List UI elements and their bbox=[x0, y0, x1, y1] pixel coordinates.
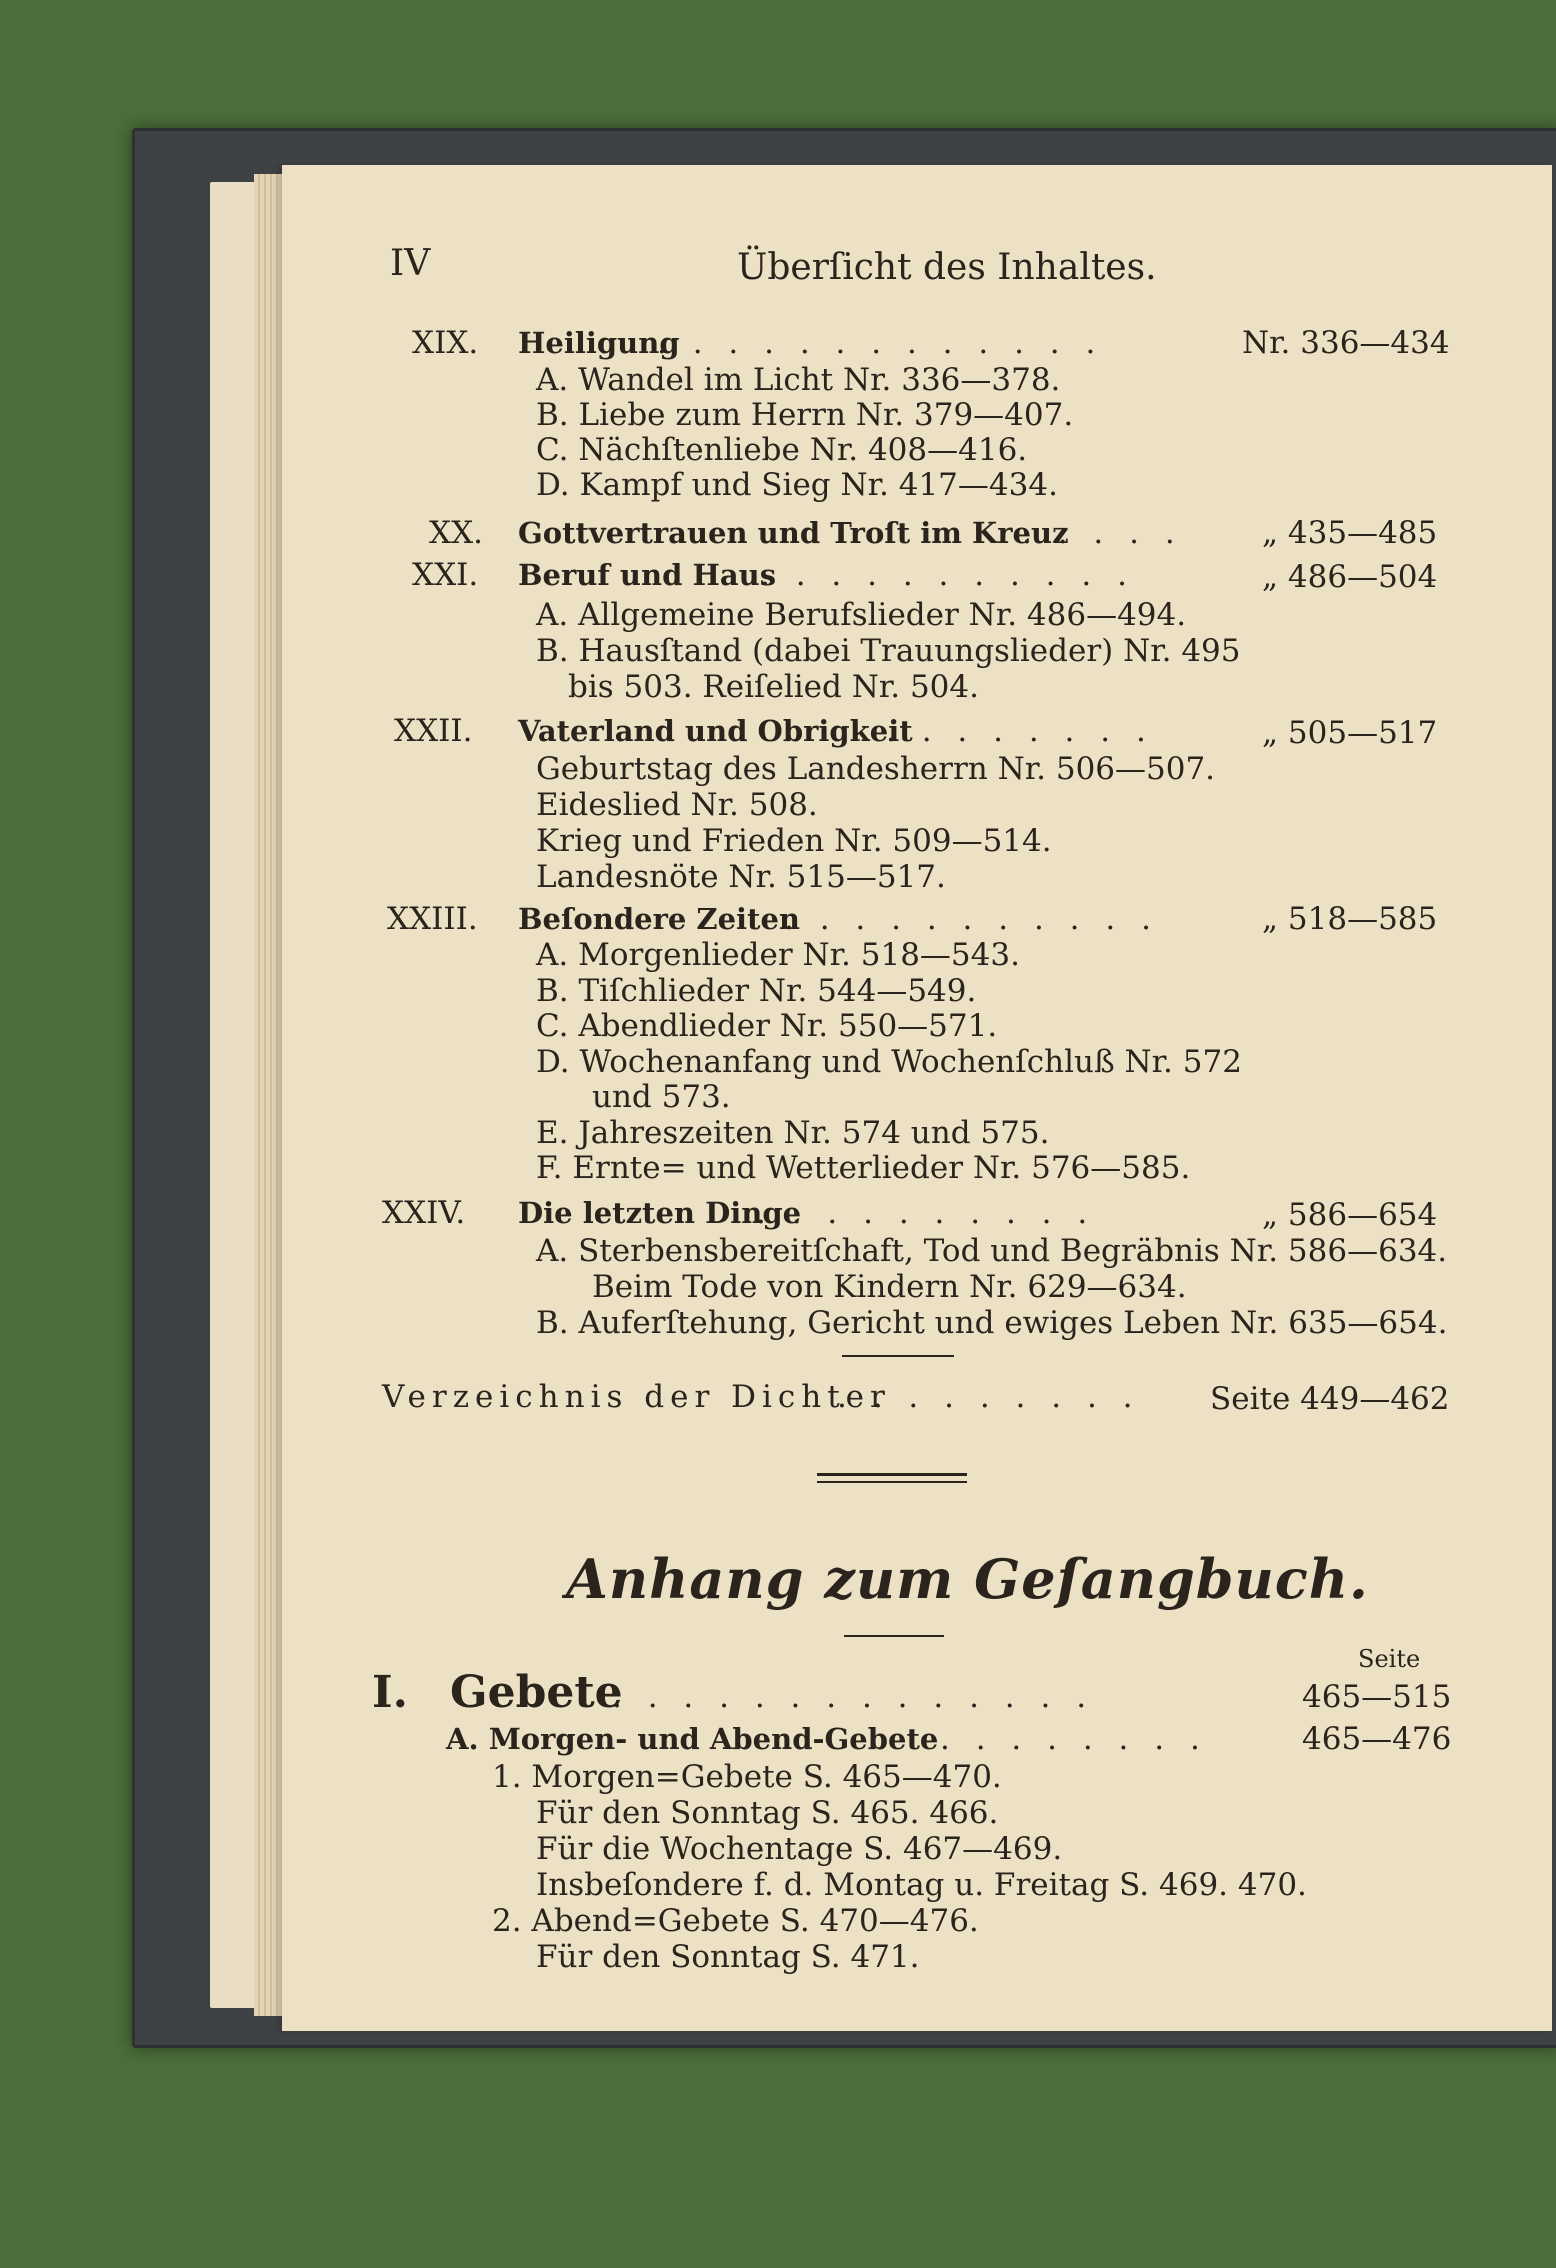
toc-range: Nr. 336—434 bbox=[1242, 325, 1450, 361]
toc-dots: . . . . . bbox=[1022, 515, 1183, 551]
divider bbox=[842, 1355, 954, 1357]
toc-sub: B. Tiſchlieder Nr. 544—549. bbox=[536, 973, 977, 1009]
toc-sub: A. Morgenlieder Nr. 518—543. bbox=[536, 937, 1020, 973]
divider bbox=[844, 1635, 944, 1637]
toc-sub: C. Abendlieder Nr. 550—571. bbox=[536, 1008, 998, 1044]
toc-sub: A. Allgemeine Berufslieder Nr. 486—494. bbox=[536, 597, 1187, 633]
toc-sub: E. Jahreszeiten Nr. 574 und 575. bbox=[536, 1115, 1050, 1151]
toc-num: XXI. bbox=[412, 557, 479, 593]
subsection-dots: . . . . . . . . bbox=[940, 1721, 1208, 1757]
double-rule-top bbox=[817, 1473, 967, 1476]
toc-dots: . . . . . . . . . . . bbox=[760, 557, 1135, 593]
toc-title: Vaterland und Obrigkeit bbox=[518, 714, 913, 748]
toc-sub: B. Auferſtehung, Gericht und ewiges Leben Nr. 635—654. bbox=[536, 1305, 1448, 1341]
toc-sub: F. Ernte= und Wetterlieder Nr. 576—585. bbox=[536, 1150, 1191, 1186]
toc-sub: Krieg und Frieden Nr. 509—514. bbox=[536, 823, 1052, 859]
toc-title: Beſondere Zeiten bbox=[518, 902, 800, 936]
toc-dots: . . . . . . . . bbox=[886, 713, 1154, 749]
toc-title: Die letzten Dinge bbox=[518, 1196, 802, 1230]
toc-range: „ 518—585 bbox=[1262, 901, 1438, 937]
book-page bbox=[282, 165, 1552, 2031]
toc-dots: . . . . . . . . . . bbox=[756, 1195, 1096, 1231]
subsection-range: 465—476 bbox=[1302, 1721, 1452, 1757]
annex-line: Für die Wochentage S. 467—469. bbox=[536, 1831, 1063, 1867]
toc-title: Heiligung bbox=[518, 326, 680, 360]
toc-sub: Beim Tode von Kindern Nr. 629—634. bbox=[592, 1269, 1187, 1305]
toc-dots: . . . . . . . . . . . bbox=[784, 901, 1159, 937]
seite-label: Seite bbox=[1358, 1645, 1421, 1673]
double-rule-bottom bbox=[817, 1481, 967, 1483]
toc-num: XX. bbox=[429, 515, 483, 551]
toc-sub: D. Kampf und Sieg Nr. 417—434. bbox=[536, 467, 1058, 503]
toc-num: XIX. bbox=[412, 325, 479, 361]
annex-line: 2. Abend=Gebete S. 470—476. bbox=[492, 1903, 979, 1939]
toc-sub: bis 503. Reiſelied Nr. 504. bbox=[568, 669, 979, 705]
toc-num: XXIII. bbox=[387, 901, 478, 937]
annex-line: Für den Sonntag S. 465. 466. bbox=[536, 1795, 999, 1831]
toc-title: Beruf und Haus bbox=[518, 558, 777, 592]
toc-range: „ 486—504 bbox=[1262, 559, 1438, 595]
toc-sub: und 573. bbox=[592, 1079, 731, 1115]
toc-sub: C. Nächſtenliebe Nr. 408—416. bbox=[536, 432, 1028, 468]
toc-range: „ 435—485 bbox=[1262, 515, 1438, 551]
section-dots: . . . . . . . . . . . . . . bbox=[612, 1679, 1095, 1715]
subsection-label: A. Morgen- und Abend-Gebete bbox=[446, 1722, 939, 1756]
toc-num: XXII. bbox=[394, 713, 473, 749]
toc-sub: Eideslied Nr. 508. bbox=[536, 787, 818, 823]
toc-sub: A. Wandel im Licht Nr. 336—378. bbox=[536, 362, 1061, 398]
toc-sub: B. Liebe zum Herrn Nr. 379—407. bbox=[536, 397, 1074, 433]
section-num: I. bbox=[372, 1667, 408, 1718]
annex-line: Insbeſondere f. d. Montag u. Freitag S. 469. 470. bbox=[536, 1867, 1307, 1903]
annex-line: Für den Sonntag S. 471. bbox=[536, 1939, 920, 1975]
toc-num: XXIV. bbox=[382, 1195, 466, 1231]
annex-title: Anhang zum Geſangbuch. bbox=[566, 1547, 1369, 1611]
toc-sub: A. Sterbensbereitſchaft, Tod und Begräbnis Nr. 586—634. bbox=[536, 1233, 1448, 1269]
toc-title: Gottvertrauen und Troſt im Kreuz bbox=[518, 516, 1069, 550]
verzeichnis-range: Seite 449—462 bbox=[1210, 1381, 1450, 1417]
toc-range: „ 586—654 bbox=[1262, 1197, 1438, 1233]
verzeichnis-label: Verzeichnis der Dichter bbox=[382, 1379, 891, 1415]
toc-dots: . . . . . . . . . . . . . bbox=[657, 325, 1104, 361]
annex-line: 1. Morgen=Gebete S. 465—470. bbox=[492, 1759, 1002, 1795]
page-number: IV bbox=[390, 243, 431, 284]
section-range: 465—515 bbox=[1302, 1679, 1452, 1715]
toc-sub: Landesnöte Nr. 515—517. bbox=[536, 859, 946, 895]
verzeichnis-dots: . . . . . . . . . bbox=[837, 1379, 1141, 1415]
toc-sub: D. Wochenanfang und Wochenſchluß Nr. 572 bbox=[536, 1044, 1242, 1080]
toc-sub: B. Hausſtand (dabei Trauungslieder) Nr. 495 bbox=[536, 633, 1241, 669]
running-head: Überſicht des Inhaltes. bbox=[737, 247, 1157, 288]
toc-range: „ 505—517 bbox=[1262, 715, 1438, 751]
section-title: Gebete bbox=[450, 1667, 623, 1718]
toc-sub: Geburtstag des Landesherrn Nr. 506—507. bbox=[536, 751, 1216, 787]
